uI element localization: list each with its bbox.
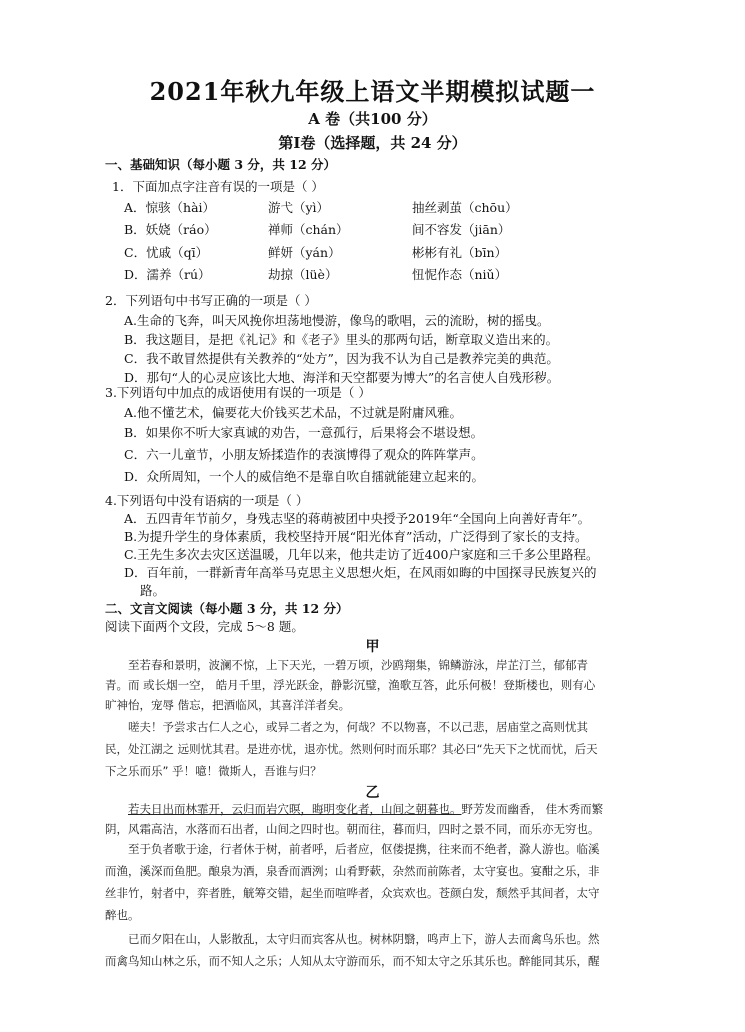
part-one-label: 第Ⅰ卷（选择题，共 24 分）	[278, 134, 467, 152]
q3-option-d: D．众所周知，一个人的威信绝不是靠自吹自擂就能建立起来的。	[124, 469, 485, 484]
jia-line-4: 嗟夫！予尝求古仁人之心，或异二者之为，何哉？不以物喜，不以己悲，居庙堂之高则忧其	[128, 720, 588, 734]
jia-line-3: 旷神怡，宠辱 偕忘，把酒临风，其喜洋洋者矣。	[105, 698, 351, 712]
yi-line-3: 至于负者歌于途，行者休于树，前者呼，后者应，伛偻提携，往来而不绝者，滁人游也。临溪	[128, 842, 600, 856]
q1-option-c1: C．忧戚（qī）	[124, 245, 209, 260]
section2-heading: 二、文言文阅读（每小题 3 分，共 12 分）	[105, 601, 349, 616]
q1-option-a2: 游弋（yì）	[268, 200, 330, 215]
yi-line-7: 已而夕阳在山，人影散乱，太守归而宾客从也。树林阴翳，鸣声上下，游人去而禽鸟乐也。然	[128, 932, 600, 946]
yi-underlined-sentence: 若夫日出而林霏开，云归而岩穴暝，晦明变化者，山间之朝暮也。	[128, 802, 462, 816]
q3-option-b: B．如果你不听大家真诚的劝告，一意孤行，后果将会不堪设想。	[124, 425, 484, 440]
q2-option-b: B．我这题目，是把《礼记》和《老子》里头的那两句话，断章取义造出来的。	[124, 332, 559, 347]
q4-option-d: D．百年前，一群新青年高举马克思主义思想火炬，在风雨如晦的中国探寻民族复兴的	[124, 565, 597, 580]
section2-instruction: 阅读下面两个文段，完成 5～8 题。	[105, 619, 304, 634]
q1-option-a3: 抽丝剥茧（chōu）	[412, 200, 518, 215]
yi-line-8: 而禽鸟知山林之乐，而不知人之乐；人知从太守游而乐，而不知太守之乐其乐也。醉能同其乐，醒	[105, 954, 600, 968]
q2-option-c: C．我不敢冒然提供有关教养的“处方”，因为我不认为自己是教养完美的典范。	[124, 351, 559, 366]
yi-line-2: 阴，风霜高洁，水落而石出者，山间之四时也。朝而往，暮而归，四时之景不同，而乐亦无穷也。	[105, 822, 600, 836]
q1-option-c2: 鲜妍（yán）	[268, 245, 341, 260]
yi-line-1	[105, 800, 603, 820]
q2-option-d: D．那句“人的心灵应该比大地、海洋和天空都要为博大”的名言使人自残形秽。	[124, 370, 560, 385]
section1-heading: 一、基础知识（每小题 3 分，共 12 分）	[105, 157, 337, 172]
q4-stem: 4.下列语句中没有语病的一项是（ ）	[105, 493, 309, 508]
jia-line-5: 民，处江湖之 远则忧其君。是进亦忧，退亦忧。然则何时而乐耶？其必曰“先天下之忧而忧，后天	[105, 742, 598, 756]
q1-option-b3: 间不容发（jiān）	[412, 222, 511, 237]
yi-line-1-rest: 野芳发而幽香， 佳木秀而繁	[461, 802, 604, 816]
q1-option-a1: A．惊骇（hài）	[124, 200, 216, 215]
q3-stem: 3.下列语句中加点的成语使用有误的一项是（ ）	[105, 385, 371, 400]
paper-a-label: A 卷（共100 分）	[308, 110, 437, 128]
q1-option-b2: 禅师（chán）	[268, 222, 349, 237]
q1-option-b1: B．妖娆（ráo）	[124, 222, 217, 237]
yi-line-6: 醉也。	[105, 908, 140, 922]
passage-jia-label: 甲	[365, 639, 380, 655]
q1-option-d2: 劫掠（lüè）	[268, 267, 338, 282]
jia-line-6: 下之乐而乐” 乎！噫！微斯人，吾谁与归？	[105, 764, 322, 778]
q1-option-d3: 忸怩作态（niǔ）	[412, 267, 508, 282]
q2-stem: 2．下列语句中书写正确的一项是（ ）	[105, 293, 317, 308]
jia-line-2: 青。而 或长烟一空， 皓月千里，浮光跃金，静影沉璧，渔歌互答，此乐何极！登斯楼也，则有心	[105, 678, 596, 692]
passage-yi-label: 乙	[365, 785, 380, 801]
exam-title: 2021年秋九年级上语文半期模拟试题一	[149, 77, 596, 106]
q1-option-d1: D．濡养（rú）	[124, 267, 211, 282]
q4-option-a: A．五四青年节前夕，身残志坚的蒋萌被团中央授予2019年“全国向上向善好青年”。	[124, 511, 591, 526]
q4-option-b: B.为提升学生的身体素质，我校坚持开展“阳光体育”活动，广泛得到了家长的支持。	[124, 529, 588, 544]
yi-line-4: 而渔，溪深而鱼肥。酿泉为酒，泉香而酒洌；山肴野蔌，杂然而前陈者，太守宴也。宴酣之乐，非	[105, 864, 600, 878]
q1-option-c3: 彬彬有礼（bīn）	[412, 245, 508, 260]
q2-option-a: A.生命的飞奔，叫天风挽你坦荡地慢游，像鸟的歌唱，云的流盼，树的摇曳。	[124, 313, 550, 328]
q3-option-a: A.他不懂艺术，偏要花大价钱买艺术品，不过就是附庸风雅。	[124, 405, 463, 420]
jia-line-1: 至若春和景明，波澜不惊，上下天光，一碧万顷，沙鸥翔集，锦鳞游泳，岸芷汀兰，郁郁青	[128, 658, 588, 672]
yi-line-5: 丝非竹，射者中，弈者胜，觥筹交错，起坐而喧哗者，众宾欢也。苍颜白发，颓然乎其间者，太守	[105, 886, 600, 900]
q1-stem: 1．下面加点字注音有误的一项是（ ）	[112, 179, 324, 194]
q4-option-d-cont: 路。	[140, 583, 166, 598]
q3-option-c: C．六一儿童节，小朋友矫揉造作的表演博得了观众的阵阵掌声。	[124, 447, 484, 462]
q4-option-c: C.王先生多次去灾区送温暖，几年以来，他共走访了近400户家庭和三千多公里路程。	[124, 547, 599, 562]
